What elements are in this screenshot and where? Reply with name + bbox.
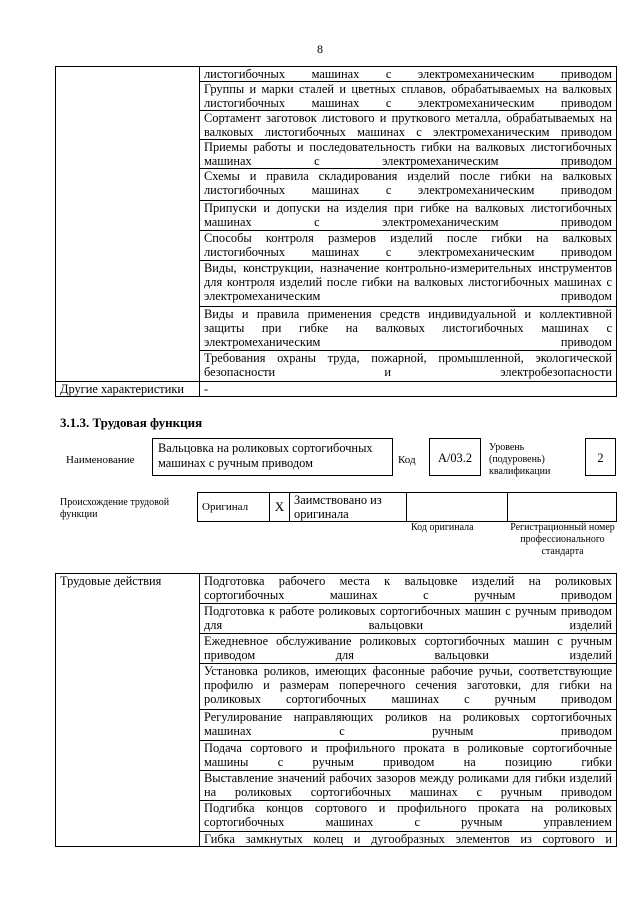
level-label: Уровень (подуровень) квалификации [489,442,551,477]
table-row: Подгибка концов сортового и профильного проката на роликовых сортогибочных машинах с ручным управлением [200,801,617,832]
table-row: Группы и марки сталей и цветных сплавов, обрабатываемых на валковых листогибочных машинах с электромеханическим приводом [200,82,617,111]
table-row: Выставление значений рабочих зазоров между роликами для гибки изделий на роликовых сортогибочных машинах с ручным приводом [200,771,617,801]
reg-number-label: Регистрационный номер профессионального стандарта [510,522,615,557]
table-row: Схемы и правила складирования изделий после гибки на валковых листогибочных машинах с электромеханическим приводом [200,169,617,201]
labor-actions-label: Трудовые действия [56,574,200,847]
knowledge-table [55,66,617,397]
level-box: 2 [585,438,616,476]
table-row: Виды и правила применения средств индивидуальной и коллективной защиты при гибке на валковых листогибочных машинах с электромеханическим приводом [200,307,617,351]
page-number: 8 [317,42,323,56]
table-row: листогибочных машинах с электромеханическим приводом [200,67,617,82]
table-row: Требования охраны труда, пожарной, промышленной, экологической безопасности и электробезопасности [200,351,617,382]
table-row: Сортамент заготовок листового и пруткового металла, обрабатываемых на валковых листогибочных машинах с электромеханическим приводом [200,111,617,140]
table-row: Подготовка к работе роликовых сортогибочных машин с ручным приводом для вальцовки изделий [200,604,617,634]
table-row: Приемы работы и последовательность гибки на валковых листогибочных машинах с электромеханическим приводом [200,140,617,169]
table-row: Гибка замкнутых колец и дугообразных элементов из сортового и [200,832,617,847]
function-name-box: Вальцовка на роликовых сортогибочных машинах с ручным приводом [152,438,393,476]
table-row: Установка роликов, имеющих фасонные рабочие ручьи, соответствующие профилю и размерам поперечного сечения заготовки, для гибки на роликовых сортогибочных машинах с ручным приводом [200,664,617,710]
code-original-label: Код оригинала [411,522,474,533]
other-characteristics-label: Другие характеристики [56,382,200,397]
labor-actions-table [55,573,617,847]
table-row: Регулирование направляющих роликов на роликовых сортогибочных машинах с ручным приводом [200,710,617,741]
table-row: Припуски и допуски на изделия при гибке на валковых листогибочных машинах с электромеханическим приводом [200,201,617,231]
table-row: Подготовка рабочего места к вальцовке изделий на роликовых сортогибочных машинах с ручным приводом [200,574,617,604]
original-mark: X [270,493,290,522]
other-characteristics-value: - [200,382,617,397]
code-original-cell [407,493,508,522]
original-label: Оригинал [198,493,270,522]
table-row: Ежедневное обслуживание роликовых сортогибочных машин с ручным приводом для вальцовки изделий [200,634,617,664]
table-row: Виды, конструкции, назначение контрольно-измерительных инструментов для контроля изделий после гибки на валковых листогибочных машинах с электромеханическим приводом [200,261,617,307]
code-label: Код [398,454,416,466]
origin-label: Происхождение трудовой функции [60,497,170,520]
section-heading: 3.1.3. Трудовая функция [60,415,203,430]
name-label: Наименование [66,454,135,466]
borrowed-label: Заимствовано из оригинала [290,493,407,522]
table-row: Способы контроля размеров изделий после гибки на валковых листогибочных машинах с электромеханическим приводом [200,231,617,261]
origin-table [197,492,617,522]
reg-number-cell [508,493,617,522]
table-left-cell [56,67,200,382]
function-code-box: A/03.2 [429,438,481,476]
table-row: Подача сортового и профильного проката в роликовые сортогибочные машины с ручным приводом на позицию гибки [200,741,617,771]
